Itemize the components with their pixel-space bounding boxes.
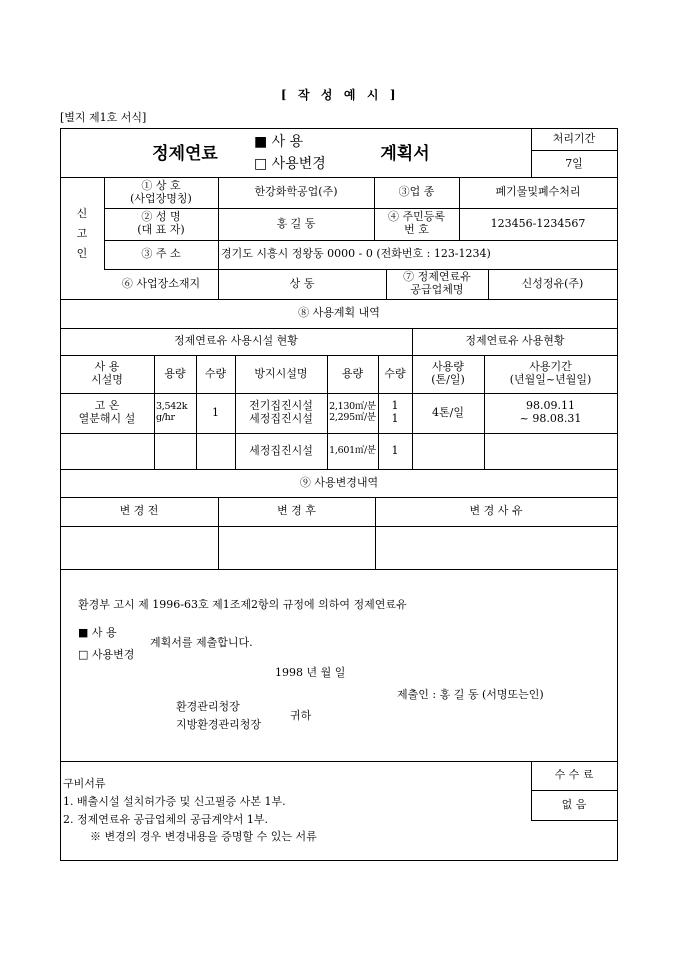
change-reason-header: 변 경 사 유 (469, 504, 523, 518)
declaration-submitter: 제출인 : 홍 길 동 (서명또는인) (397, 687, 544, 701)
capacity-line: 3,542k (156, 401, 188, 413)
prev-quantity-line: 1 (391, 399, 399, 413)
change-after-header: 변 경 후 (277, 504, 316, 518)
business-type-value: 폐기물및폐수처리 (495, 185, 581, 199)
recipient-regional-office: 지방환경관리청장 (176, 717, 262, 731)
name-label: ② 성 명 (141, 210, 181, 224)
table-row-prev-quantity (378, 393, 412, 433)
table-row-facility (60, 393, 154, 433)
address-value: 경기도 시흥시 정왕동 0000 - 0 (전화번호 : 123-1234) (221, 247, 491, 261)
prevention-line: 전기집진시설 (249, 399, 313, 413)
col-usage-period (484, 355, 617, 393)
resident-number-value: 123456-1234567 (490, 216, 586, 230)
name-sub-label: (대 표 자) (137, 223, 185, 236)
period-line: ~ 98.08.31 (519, 412, 582, 425)
title-option-change: □ 사용변경 (254, 155, 326, 172)
title-option-use: ■ 사 용 (254, 133, 304, 150)
applicant-section-label (60, 200, 104, 276)
prev-quantity-line: 1 (391, 412, 399, 425)
site-location-value: 상 동 (289, 276, 315, 290)
declaration-option-use: ■ 사 용 (78, 625, 117, 639)
table-row2-prev-quantity: 1 (391, 443, 399, 457)
recipient-honorific: 귀하 (290, 708, 312, 722)
example-heading: [ 작 성 예 시 ] (280, 88, 400, 103)
facility-status-header: 정제연료유 사용시설 현황 (174, 334, 298, 348)
supplier-sub-label: 공급업체명 (410, 283, 464, 296)
company-sub-label: (사업장명칭) (130, 191, 192, 205)
id-label: ④ 주민등록 (387, 210, 445, 224)
company-label: ① 상 호 (141, 178, 181, 192)
representative-name-label (104, 208, 218, 240)
address-label: ③ 주 소 (141, 247, 181, 261)
prev-capacity-line: 2,130㎥/분 (329, 401, 376, 413)
declaration-submit-text: 계획서를 제출합니다. (150, 635, 253, 649)
applicant-label-char: 고 (76, 227, 88, 240)
usage-plan-title: ⑧ 사용계획 내역 (298, 306, 380, 320)
col-facility-name-line: 사 용 (94, 360, 120, 374)
change-before-header: 변 경 전 (119, 504, 159, 518)
fee-label: 수 수 료 (554, 768, 594, 782)
required-document-item: 2. 정제연료유 공급업체의 공급계약서 1부. (63, 812, 268, 826)
period-line: 98.09.11 (526, 399, 575, 413)
supplier-value: 신성정유(주) (521, 276, 584, 290)
usage-status-header: 정제연료유 사용현황 (465, 334, 565, 348)
form-number: [별지 제1호 서식] (60, 110, 147, 124)
table-row-quantity: 1 (212, 405, 219, 419)
company-name-label (104, 177, 218, 208)
col-usage-period-sub: (년월일~년월일) (509, 373, 592, 386)
title-right: 계획서 (380, 144, 430, 165)
site-location-label: ⑥ 사업장소재지 (121, 276, 201, 290)
col-prevention-capacity: 용량 (341, 366, 364, 380)
declaration-statement: 환경부 고시 제 1996-63호 제1조제2항의 규정에 의하여 정제연료유 (78, 597, 407, 611)
table-row-capacity (154, 393, 198, 433)
prevention-line: 세정집진시설 (249, 412, 313, 425)
facility-line: 고 온 (94, 399, 120, 413)
recipient-environment-office: 환경관리청장 (176, 699, 240, 713)
col-quantity: 수량 (204, 366, 227, 380)
col-usage-amount-line: 사용량 (432, 360, 464, 374)
table-row-prevention (235, 393, 327, 433)
title-left: 정제연료 (152, 144, 218, 165)
resident-number-label (374, 208, 459, 240)
capacity-line: g/hr (156, 412, 175, 423)
facility-line: 열분해시 설 (78, 412, 136, 425)
applicant-label-char: 인 (76, 247, 88, 260)
supplier-label (386, 269, 488, 299)
applicant-label-char: 신 (76, 207, 88, 220)
company-name-value: 한강화학공업(주) (254, 185, 338, 199)
representative-name-value: 홍 길 동 (276, 216, 316, 230)
prev-capacity-line: 2,295㎥/분 (329, 412, 376, 423)
fee-value: 없 음 (561, 798, 587, 812)
business-type-label: ③업 종 (398, 185, 435, 199)
table-row-usage-amount: 4톤/일 (432, 405, 464, 419)
id-sub-label: 번 호 (404, 223, 429, 236)
col-facility-name-sub: 시설명 (91, 373, 123, 386)
declaration-option-change: □ 사용변경 (78, 647, 135, 661)
col-usage-amount-sub: (톤/일) (431, 373, 465, 386)
col-usage-period-line: 사용기간 (529, 360, 572, 374)
table-row2-prevention: 세정집진시설 (249, 443, 313, 457)
col-capacity: 용량 (164, 366, 186, 380)
declaration-date: 1998 년 월 일 (275, 665, 346, 679)
table-row-prev-capacity (327, 393, 378, 433)
col-prevention-quantity: 수량 (384, 366, 406, 380)
table-row-usage-period (484, 393, 617, 433)
processing-period-label: 처리기간 (552, 131, 596, 145)
supplier-label-line: ⑦ 정제연료유 (403, 270, 471, 284)
processing-period-value: 7일 (565, 156, 583, 170)
required-document-item: 1. 배출시설 설치허가증 및 신고필증 사본 1부. (63, 794, 286, 808)
required-documents-title: 구비서류 (63, 776, 106, 790)
table-row2-prev-capacity: 1,601㎥/분 (329, 444, 376, 456)
change-history-title: ⑨ 사용변경내역 (299, 475, 379, 489)
col-facility-name (60, 355, 154, 393)
required-document-note: ※ 변경의 경우 변경내용을 증명할 수 있는 서류 (90, 829, 317, 843)
col-usage-amount (412, 355, 484, 393)
col-prevention-facility: 방지시설명 (254, 366, 308, 380)
